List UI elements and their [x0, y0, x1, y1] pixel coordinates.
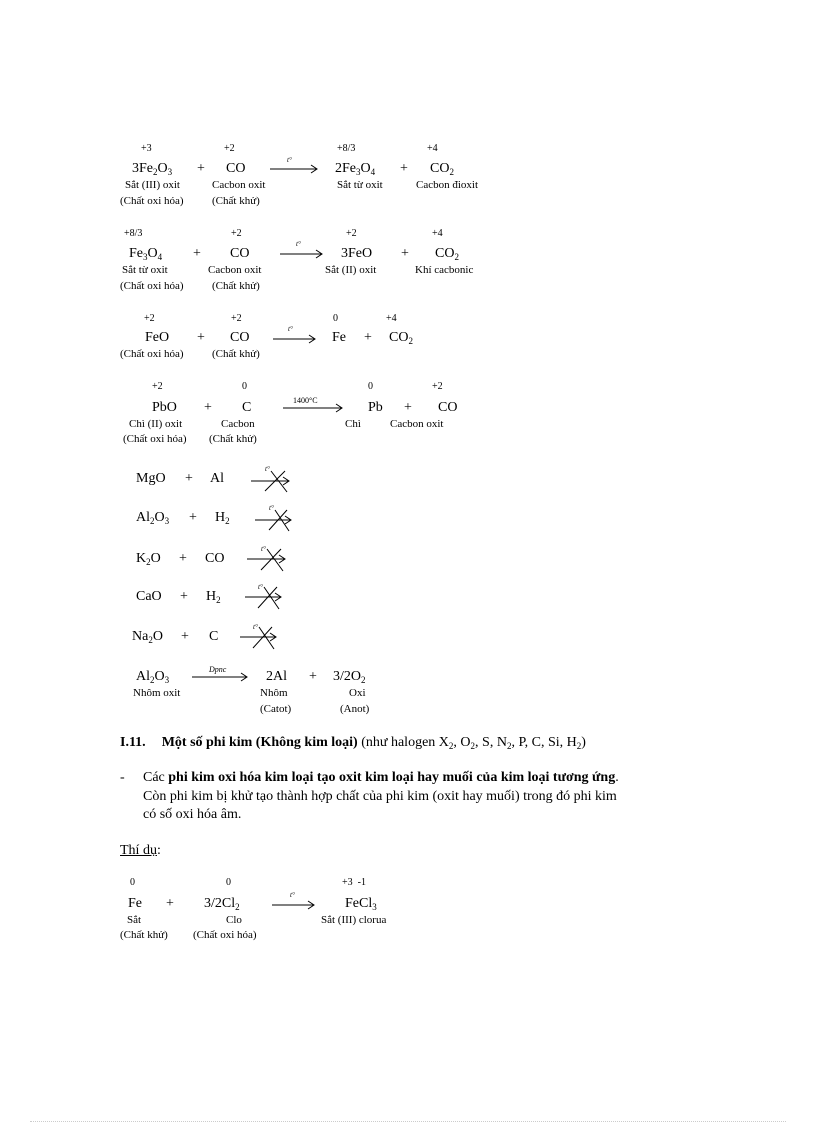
reaction-condition: Dpnc: [209, 665, 227, 674]
bullet-line-2: Còn phi kim bị khử tạo thành hợp chất của phi kim (oxit hay muối) trong đó phi kim: [143, 789, 617, 804]
reaction-condition: t°: [288, 325, 293, 333]
compound-name: Cacbon đioxit: [416, 179, 479, 191]
formula-product: 3FeO: [341, 246, 373, 261]
oxidation-state: +2: [231, 228, 242, 239]
plus-sign: +: [179, 551, 187, 566]
no-reaction-arrow: [240, 624, 280, 650]
formula-reactant: CO: [205, 551, 225, 566]
role-label: (Chất khử): [212, 195, 260, 207]
oxidation-state: 0: [242, 381, 247, 392]
oxidation-state: +2: [346, 228, 357, 239]
reaction-arrow: [283, 403, 345, 413]
plus-sign: +: [166, 896, 174, 911]
compound-name: Clo: [226, 914, 242, 926]
reaction-arrow: [273, 334, 318, 344]
formula-reactant: MgO: [136, 471, 166, 486]
compound-name: Nhôm: [260, 687, 288, 699]
role-label: (Chất khử): [212, 280, 260, 292]
compound-name: Sắt (III) clorua: [321, 914, 387, 926]
role-label: (Chất oxi hóa): [120, 280, 184, 292]
formula-product: $CO_2$: [430, 161, 454, 177]
compound-name: Nhôm oxit: [133, 687, 181, 699]
compound-name: Cacbon oxit: [390, 418, 444, 430]
reaction-condition: t°: [287, 156, 292, 164]
no-reaction-arrow: [255, 504, 295, 533]
oxidation-state: +8/3: [337, 143, 356, 154]
compound-name: Oxi: [349, 687, 366, 699]
section-title: Một số phi kim (Không kim loại): [161, 735, 358, 750]
reaction-condition: t°: [269, 504, 274, 512]
compound-name: Sắt từ oxit: [122, 264, 168, 276]
oxidation-state: +3: [141, 143, 152, 154]
bullet-line-3: có số oxi hóa âm.: [143, 807, 242, 822]
oxidation-state: +2: [144, 313, 155, 324]
compound-name: Sắt: [127, 914, 142, 926]
example-label: Thí dụ:: [120, 843, 161, 858]
formula-reactant: CO: [230, 330, 250, 345]
formula-reactant: CO: [230, 246, 250, 261]
compound-name: Cacbon: [221, 418, 255, 430]
oxidation-state: 0: [368, 381, 373, 392]
section-heading: [120, 736, 586, 750]
electrode-label: (Catot): [260, 703, 292, 715]
reaction-arrow: [280, 249, 325, 259]
compound-name: Sắt từ oxit: [337, 179, 383, 191]
page-bottom-rule: [30, 1121, 786, 1122]
plus-sign: +: [189, 510, 197, 525]
formula-reactant: C: [209, 629, 219, 644]
role-label: (Chất oxi hóa): [120, 348, 184, 360]
reaction-arrow: [192, 672, 250, 682]
formula-reactant: $Al_2O_3$: [136, 510, 170, 526]
reaction-arrow: [270, 164, 320, 174]
reaction-condition: t°: [253, 623, 258, 631]
bullet-line-1: Các phi kim oxi hóa kim loại tạo oxit kim loại hay muối của kim loại tương ứng.: [143, 770, 619, 785]
compound-name: Sắt (II) oxit: [325, 264, 377, 276]
formula-product: Fe: [332, 330, 346, 345]
oxidation-state: +4: [386, 313, 397, 324]
oxidation-state: +4: [432, 228, 443, 239]
oxidation-state: 0: [226, 877, 231, 888]
role-label: (Chất khử): [209, 433, 257, 445]
plus-sign: +: [309, 669, 317, 684]
formula-reactant: Al: [210, 471, 224, 486]
oxidation-state: +3 -1: [342, 877, 366, 888]
reaction-condition: t°: [290, 891, 295, 899]
formula-reactant: $3Fe_2O_3$: [132, 161, 173, 177]
oxidation-state: +8/3: [124, 228, 143, 239]
formula-reactant: $Fe_3O_4$: [129, 246, 163, 262]
formula-product: $2Fe_3O_4$: [335, 161, 376, 177]
formula-product: 2Al: [266, 669, 287, 684]
role-label: (Chất khử): [212, 348, 260, 360]
section-subtitle: (như halogen $X_2$, $O_2$, S, $N_2$, P, C, Si, $H_2$): [357, 735, 586, 751]
oxidation-state: +2: [432, 381, 443, 392]
formula-reactant: $Al_2O_3$: [136, 669, 170, 685]
formula-product: CO: [438, 400, 458, 415]
oxidation-state: 0: [333, 313, 338, 324]
electrode-label: (Anot): [340, 703, 370, 715]
formula-reactant: CO: [226, 161, 246, 176]
section-number: I.11.: [120, 735, 146, 750]
role-label: (Chất oxi hóa): [123, 433, 187, 445]
no-reaction-arrow: [245, 584, 285, 610]
compound-name: Khí cacbonic: [415, 264, 474, 276]
reaction-condition: t°: [258, 583, 263, 591]
oxidation-state: 0: [130, 877, 135, 888]
formula-reactant: $H_2$: [206, 589, 221, 605]
compound-name: Sắt (III) oxit: [125, 179, 180, 191]
formula-product: $3/2O_2$: [333, 669, 366, 685]
plus-sign: +: [185, 471, 193, 486]
plus-sign: +: [197, 161, 205, 176]
compound-name: Cacbon oxit: [212, 179, 266, 191]
oxidation-state: +2: [231, 313, 242, 324]
formula-reactant: C: [242, 400, 252, 415]
oxidation-state: +4: [427, 143, 438, 154]
role-label: (Chất khử): [120, 929, 168, 941]
formula-reactant: $Na_2O$: [132, 629, 163, 645]
oxidation-state: +2: [224, 143, 235, 154]
compound-name: Chì (II) oxit: [129, 418, 183, 430]
oxidation-state: +2: [152, 381, 163, 392]
role-label: (Chất oxi hóa): [193, 929, 257, 941]
bullet-dash: -: [120, 770, 125, 785]
formula-reactant: $H_2$: [215, 510, 230, 526]
formula-product: Pb: [368, 400, 383, 415]
plus-sign: +: [400, 161, 408, 176]
role-label: (Chất oxi hóa): [120, 195, 184, 207]
plus-sign: +: [401, 246, 409, 261]
formula-product: FeCl$_3$: [345, 896, 377, 912]
reaction-condition: t°: [261, 545, 266, 553]
plus-sign: +: [364, 330, 372, 345]
reaction-condition: t°: [296, 240, 301, 248]
reaction-condition: 1400°C: [293, 396, 318, 405]
no-reaction-arrow: [251, 465, 293, 494]
formula-reactant: FeO: [145, 330, 170, 345]
reaction-arrow: [272, 900, 317, 910]
formula-reactant: $3/2Cl_2$: [204, 896, 240, 912]
plus-sign: +: [197, 330, 205, 345]
formula-reactant: CaO: [136, 589, 162, 604]
compound-name: Chì: [345, 418, 361, 430]
no-reaction-arrow: [247, 546, 289, 572]
plus-sign: +: [193, 246, 201, 261]
plus-sign: +: [204, 400, 212, 415]
formula-reactant: Fe: [128, 896, 142, 911]
formula-product: $CO_2$: [435, 246, 459, 262]
plus-sign: +: [181, 629, 189, 644]
formula-reactant: PbO: [152, 400, 177, 415]
reaction-condition: t°: [265, 465, 270, 473]
formula-reactant: $K_2O$: [136, 551, 161, 567]
plus-sign: +: [180, 589, 188, 604]
plus-sign: +: [404, 400, 412, 415]
formula-product: $CO_2$: [389, 330, 413, 346]
compound-name: Cacbon oxit: [208, 264, 262, 276]
